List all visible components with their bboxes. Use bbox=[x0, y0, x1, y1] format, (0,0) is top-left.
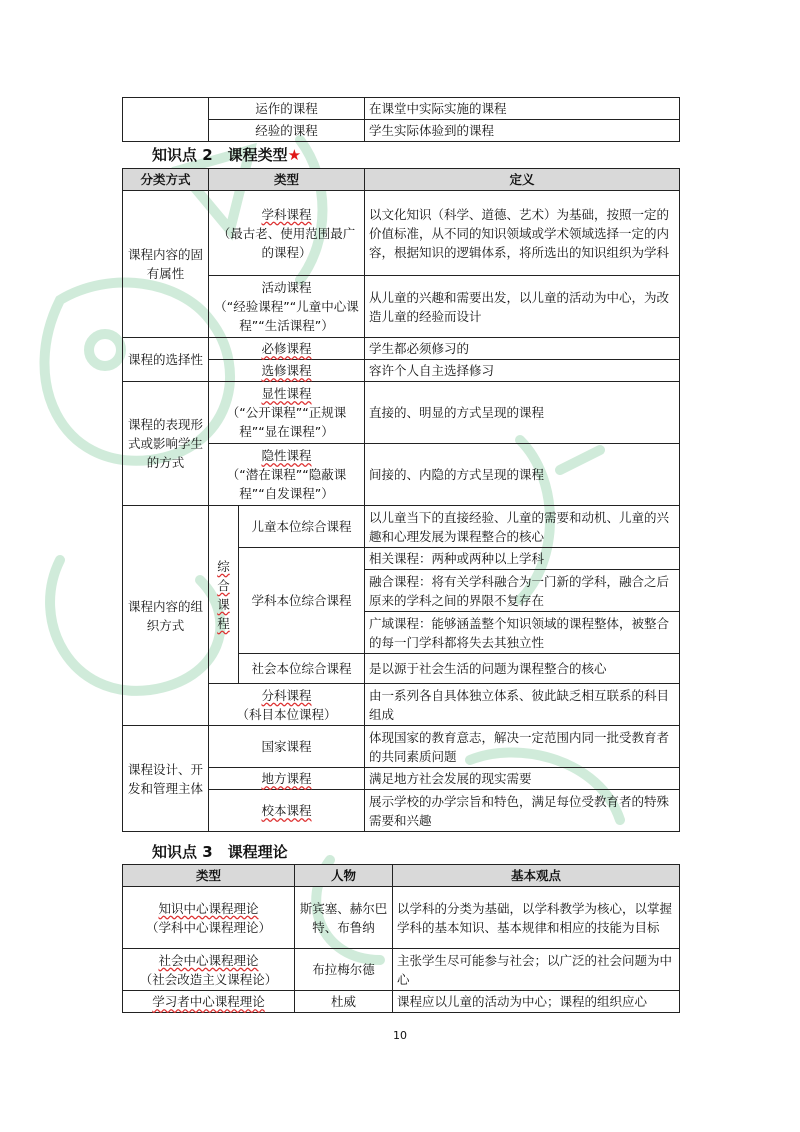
person-cell: 布拉梅尔德 bbox=[295, 949, 393, 991]
empty-cell bbox=[123, 98, 209, 142]
type-name: 活动课程 bbox=[261, 280, 312, 295]
def-cell: 学生都必须修习的 bbox=[365, 338, 680, 360]
view-cell: 以学科的分类为基础，以学科教学为核心，以掌握学科的基本知识、基本规律和相应的技能为目标 bbox=[393, 887, 680, 949]
type-note: （“公开课程”“正规课程”“显在课程”） bbox=[226, 405, 347, 439]
table-row bbox=[123, 382, 680, 444]
type-cell bbox=[209, 338, 365, 360]
person-cell: 斯宾塞、赫尔巴特、布鲁纳 bbox=[295, 887, 393, 949]
type-cell: 经验的课程 bbox=[209, 120, 365, 142]
def-cell: 相关课程：两种或两种以上学科 bbox=[365, 548, 680, 570]
type-cell bbox=[209, 684, 365, 726]
type-note: （社会改造主义课程论） bbox=[139, 971, 278, 987]
type-note: （“潜在课程”“隐蔽课程”“自发课程”） bbox=[226, 467, 347, 501]
column-header: 定义 bbox=[365, 169, 680, 191]
type-note: （最古老、使用范围最广的课程） bbox=[217, 225, 356, 260]
def-cell: 展示学校的办学宗旨和特色，满足每位受教育者的特殊需要和兴趣 bbox=[365, 790, 680, 832]
def-cell: 学生实际体验到的课程 bbox=[365, 120, 680, 142]
def-cell: 间接的、内隐的方式呈现的课程 bbox=[365, 444, 680, 506]
type-cell bbox=[209, 768, 365, 790]
type-note: （科目本位课程） bbox=[236, 706, 337, 722]
table-header-row bbox=[123, 169, 680, 191]
type-cell bbox=[123, 991, 295, 1013]
section-heading bbox=[152, 144, 301, 165]
view-cell: 课程应以儿童的活动为中心；课程的组织应心 bbox=[393, 991, 680, 1013]
integrated-course-label: 综合课程 bbox=[217, 558, 230, 631]
category-cell: 课程内容的组织方式 bbox=[123, 506, 209, 726]
type-cell bbox=[209, 360, 365, 382]
def-cell: 从儿童的兴趣和需要出发，以儿童的活动为中心，为改造儿童的经验而设计 bbox=[365, 276, 680, 338]
table-row bbox=[123, 726, 680, 768]
type-note: （“经验课程”“儿童中心课程”“生活课程”） bbox=[214, 299, 359, 333]
def-cell: 体现国家的教育意志，解决一定范围内同一批受教育者的共同素质问题 bbox=[365, 726, 680, 768]
type-cell bbox=[209, 444, 365, 506]
category-cell: 课程内容的固有属性 bbox=[123, 191, 209, 338]
person-cell: 杜威 bbox=[295, 991, 393, 1013]
def-cell: 是以源于社会生活的问题为课程整合的核心 bbox=[365, 654, 680, 684]
table-row bbox=[123, 338, 680, 360]
section-heading bbox=[152, 841, 288, 862]
type-cell bbox=[209, 191, 365, 276]
heading-text: 知识点 3 课程理论 bbox=[152, 843, 288, 861]
integrated-course-cell bbox=[209, 506, 239, 684]
type-cell bbox=[209, 276, 365, 338]
category-cell: 课程的选择性 bbox=[123, 338, 209, 382]
table-row bbox=[123, 191, 680, 276]
type-cell bbox=[123, 887, 295, 949]
heading-text: 知识点 2 课程类型 bbox=[152, 146, 288, 164]
column-header: 类型 bbox=[123, 865, 295, 887]
table-row bbox=[123, 991, 680, 1013]
top-table bbox=[122, 97, 680, 142]
type-name: 必修课程 bbox=[261, 341, 312, 356]
type-name: 学习者中心课程理论 bbox=[152, 994, 265, 1009]
def-cell: 融合课程：将有关学科融合为一门新的学科，融合之后原来的学科之间的界限不复存在 bbox=[365, 570, 680, 612]
type-name: 社会中心课程理论 bbox=[158, 952, 259, 968]
type-cell: 学科本位综合课程 bbox=[239, 548, 365, 654]
def-cell: 满足地方社会发展的现实需要 bbox=[365, 768, 680, 790]
column-header: 基本观点 bbox=[393, 865, 680, 887]
type-name: 学科课程 bbox=[261, 206, 312, 222]
def-cell: 在课堂中实际实施的课程 bbox=[365, 98, 680, 120]
table-row bbox=[123, 887, 680, 949]
category-cell: 课程的表现形式或影响学生的方式 bbox=[123, 382, 209, 506]
type-cell: 运作的课程 bbox=[209, 98, 365, 120]
category-cell: 课程设计、开发和管理主体 bbox=[123, 726, 209, 832]
type-cell: 儿童本位综合课程 bbox=[239, 506, 365, 548]
page-number: 10 bbox=[393, 1029, 407, 1042]
course-type-table bbox=[122, 168, 680, 832]
column-header: 人物 bbox=[295, 865, 393, 887]
type-cell bbox=[123, 949, 295, 991]
def-cell: 直接的、明显的方式呈现的课程 bbox=[365, 382, 680, 444]
type-name: 选修课程 bbox=[261, 363, 312, 378]
table-header-row bbox=[123, 865, 680, 887]
table-row bbox=[123, 949, 680, 991]
type-name: 显性课程 bbox=[261, 386, 312, 401]
table-row bbox=[123, 506, 680, 548]
type-name: 知识中心课程理论 bbox=[158, 900, 259, 916]
course-theory-table bbox=[122, 864, 680, 1013]
star-icon: ★ bbox=[287, 146, 302, 164]
def-cell: 以文化知识（科学、道德、艺术）为基础，按照一定的价值标准，从不同的知识领域或学术领域选择一定的内容，根据知识的逻辑体系，将所选出的知识组织为学科 bbox=[365, 191, 680, 276]
type-name: 分科课程 bbox=[261, 687, 312, 703]
def-cell: 容许个人自主选择修习 bbox=[365, 360, 680, 382]
type-note: （学科中心课程理论） bbox=[145, 919, 271, 935]
type-cell: 国家课程 bbox=[209, 726, 365, 768]
table-row bbox=[123, 98, 680, 120]
def-cell: 由一系列各自具体独立体系、彼此缺乏相互联系的科目组成 bbox=[365, 684, 680, 726]
type-name: 隐性课程 bbox=[261, 448, 312, 463]
view-cell: 主张学生尽可能参与社会；以广泛的社会问题为中心 bbox=[393, 949, 680, 991]
type-cell bbox=[209, 790, 365, 832]
def-cell: 以儿童当下的直接经验、儿童的需要和动机、儿童的兴趣和心理发展为课程整合的核心 bbox=[365, 506, 680, 548]
def-cell: 广域课程：能够涵盖整个知识领域的课程整体，被整合的每一门学科都将失去其独立性 bbox=[365, 612, 680, 654]
column-header: 类型 bbox=[209, 169, 365, 191]
type-name: 地方课程 bbox=[261, 771, 312, 786]
type-cell bbox=[209, 382, 365, 444]
column-header: 分类方式 bbox=[123, 169, 209, 191]
type-name: 校本课程 bbox=[261, 803, 312, 818]
type-cell: 社会本位综合课程 bbox=[239, 654, 365, 684]
